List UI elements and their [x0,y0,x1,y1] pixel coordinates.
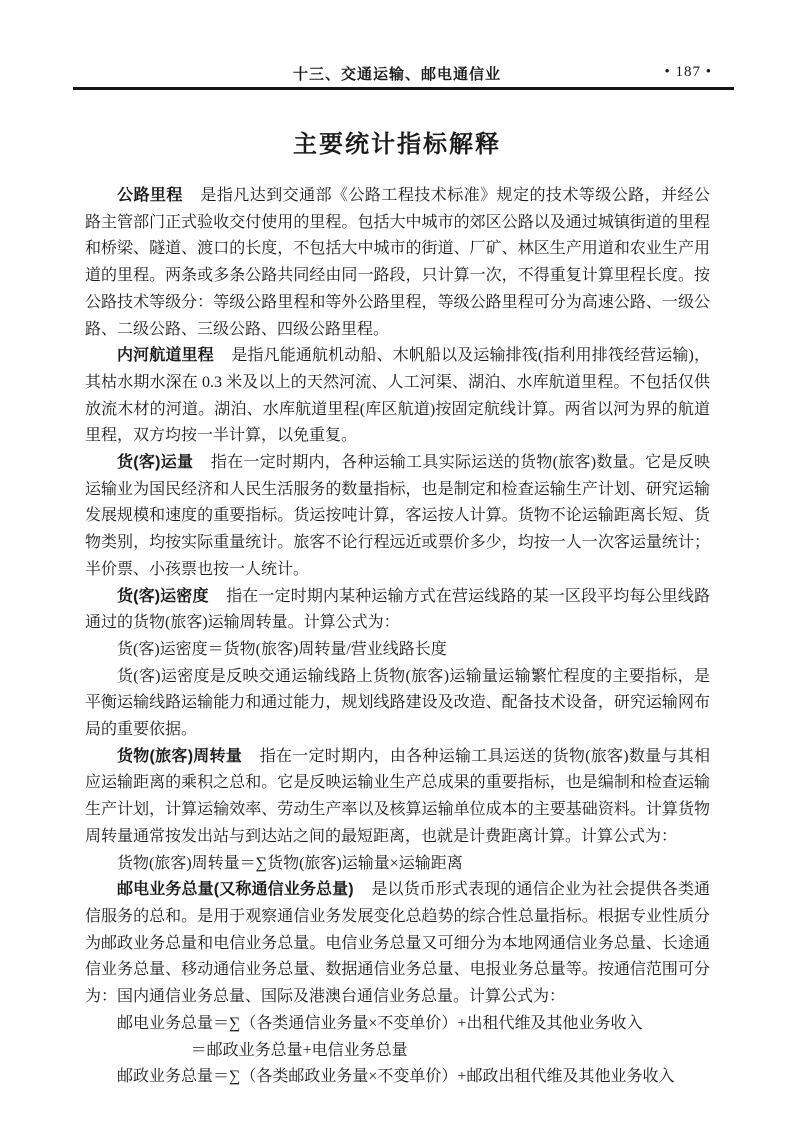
definition-text: 指在一定时期内，各种运输工具实际运送的货物(旅客)数量。它是反映运输业为国民经济和人民生活服务的数量指标，也是制定和检查运输生产计划、研究运输发展规模和速度的重要指标。货运按吨计算，客运按人计算。货物不论运输距离长短、货物类别，均按实际重量统计。旅客不论行程远近或票价多少，均按一人一次客运量统计；半价票、小孩票也按一人统计。 [85,454,710,578]
document-body [85,183,710,1091]
term-label: 货(客)运密度 [117,587,209,605]
definition-paragraph-inland-waterway-mileage [85,343,710,450]
definition-text: 指在一定时期内某种运输方式在营运线路的某一区段平均每公里线路通过的货物(旅客)运输周转量。计算公式为： [85,587,710,632]
paragraph-text: 货(客)运密度是反映交通运输线路上货物(旅客)运输量运输繁忙程度的主要指标，是平衡运输线路运输能力和通过能力，规划线路建设及改造、配备技术设备，研究运输网布局的重要依据。 [85,667,710,739]
formula-traffic-density: 货(客)运密度＝货物(旅客)周转量/营业线路长度 [117,640,447,658]
formula-post-telecom-total: 邮电业务总量＝∑（各类通信业务量×不变单价）+出租代维及其他业务收入 [117,1014,643,1032]
formula-turnover-volume: 货物(旅客)周转量＝∑货物(旅客)运输量×运输距离 [117,854,463,872]
definition-paragraph-highway-mileage [85,183,710,343]
definition-text: 是指凡能通航机动船、木帆船以及运输排筏(指利用排筏经营运输)，其枯水期水深在 0.3 米及以上的天然河流、人工河渠、湖泊、水库航道里程。不包括仅供放流木材的河道。湖泊、水库航道里程(库区航道)按固定航线计算。两省以河为界的航道里程，双方均按一半计算，以免重复。 [85,347,710,445]
term-label: 公路里程 [117,187,183,204]
term-label: 货(客)运量 [117,454,194,472]
definition-text: 是指凡达到交通部《公路工程技术标准》规定的技术等级公路，并经公路主管部门正式验收交付使用的里程。包括大中城市的郊区公路以及通过城镇街道的里程和桥梁、隧道、渡口的长度，不包括大中城市的街道、厂矿、林区生产用道和农业生产用道的里程。两条或多条公路共同经由同一路段，只计算一次，不得重复计算里程长度。按公路技术等级分：等级公路里程和等外公路里程，等级公路里程可分为高速公路、一级公路、二级公路、三级公路、四级公路里程。 [85,187,710,338]
paragraph-traffic-density-note [85,664,710,744]
page-number: • 187 • [664,64,712,80]
document-title: 主要统计指标解释 [293,132,501,158]
definition-text: 是以货币形式表现的通信企业为社会提供各类通信服务的总和。是用于观察通信业务发展变化总趋势的综合性总量指标。根据专业性质分为邮政业务总量和电信业务总量。电信业务总量又可细分为本地网通信业务总量、长途通信业务总量、移动通信业务总量、数据通信业务总量、电报业务总量等。按通信范围可分为：国内通信业务总量、国际及港澳台通信业务总量。计算公式为： [85,881,710,1006]
term-label: 货物(旅客)周转量 [117,747,243,765]
definition-paragraph-turnover-volume [85,744,710,851]
header-rule [73,87,734,90]
definition-paragraph-traffic-density [85,584,710,637]
chapter-header: 十三、交通运输、邮电通信业 [292,66,501,83]
definition-paragraph-post-telecom-volume [85,877,710,1011]
formula-postal-total: 邮政业务总量＝∑（各类邮政业务量×不变单价）+邮政出租代维及其他业务收入 [117,1068,675,1086]
formula-post-telecom-total-continuation: ＝邮政业务总量+电信业务总量 [190,1041,408,1059]
definition-text: 指在一定时期内，由各种运输工具运送的货物(旅客)数量与其相应运输距离的乘积之总和。它是反映运输业生产总成果的重要指标，也是编制和检查运输生产计划，计算运输效率、劳动生产率以及核算运输单位成本的主要基础资料。计算货物周转量通常按发出站与到达站之间的最短距离，也就是计费距离计算。计算公式为： [85,747,710,845]
definition-paragraph-freight-passenger-volume [85,450,710,584]
term-label: 邮电业务总量(又称通信业务总量) [117,881,354,899]
term-label: 内河航道里程 [117,347,214,365]
